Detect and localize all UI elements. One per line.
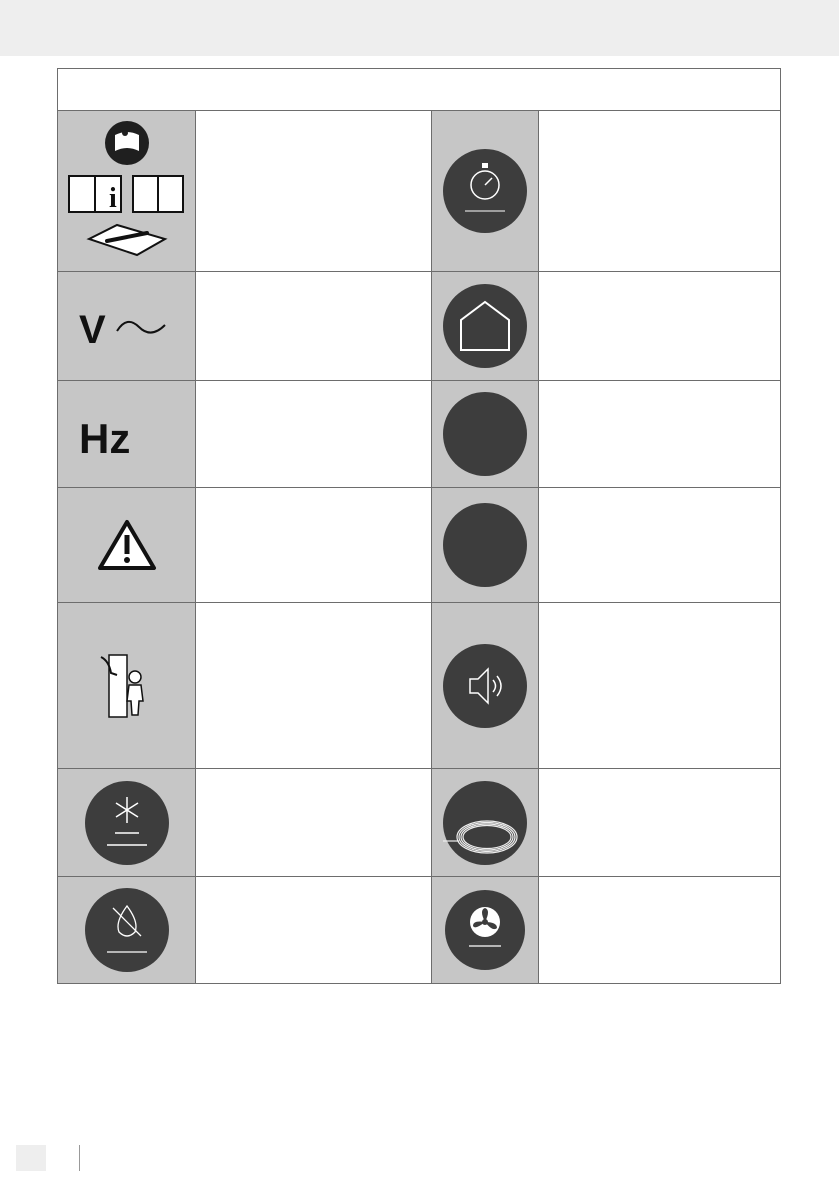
indoor-use-cell bbox=[432, 272, 539, 381]
symbol-table bbox=[57, 68, 781, 984]
volt-symbol: V bbox=[78, 308, 106, 351]
cable-cell bbox=[432, 769, 539, 877]
no-drip-icon bbox=[85, 888, 169, 972]
hertz-symbol: Hz bbox=[78, 415, 130, 459]
no-drip-description bbox=[196, 877, 432, 983]
page-header-band bbox=[0, 0, 839, 56]
blank-disc-cell-2 bbox=[432, 488, 539, 603]
blank-disc-icon bbox=[443, 392, 527, 476]
timer-description bbox=[539, 111, 780, 272]
cable-description bbox=[539, 769, 780, 877]
manual-icons-cell bbox=[58, 111, 196, 272]
hertz-icon bbox=[77, 409, 177, 459]
sound-icon bbox=[443, 644, 527, 728]
sound-cell bbox=[432, 603, 539, 769]
footer-divider bbox=[79, 1145, 80, 1171]
voltage-description bbox=[196, 272, 432, 381]
indoor-use-icon bbox=[443, 284, 527, 368]
warning-icon bbox=[97, 519, 157, 571]
timer-icon bbox=[443, 149, 527, 233]
table-header-row bbox=[58, 69, 780, 111]
child-safety-cell bbox=[58, 603, 196, 769]
child-safety-description bbox=[196, 603, 432, 769]
fan-description bbox=[539, 877, 780, 983]
hertz-cell bbox=[58, 381, 196, 488]
cable-icon bbox=[443, 781, 527, 865]
read-manual-icon bbox=[67, 121, 187, 261]
blank-disc-description-1 bbox=[539, 381, 780, 488]
child-safety-icon bbox=[97, 651, 157, 721]
blank-disc-cell-1 bbox=[432, 381, 539, 488]
frost-icon bbox=[85, 781, 169, 865]
fan-icon bbox=[445, 890, 525, 970]
warning-description bbox=[196, 488, 432, 603]
blank-disc-description-2 bbox=[539, 488, 780, 603]
timer-cell bbox=[432, 111, 539, 272]
no-drip-cell bbox=[58, 877, 196, 983]
fan-cell bbox=[432, 877, 539, 983]
sound-description bbox=[539, 603, 780, 769]
info-letter: i bbox=[108, 183, 117, 214]
indoor-use-description bbox=[539, 272, 780, 381]
frost-description bbox=[196, 769, 432, 877]
frost-cell bbox=[58, 769, 196, 877]
warning-cell bbox=[58, 488, 196, 603]
voltage-ac-icon bbox=[77, 301, 177, 351]
hertz-description bbox=[196, 381, 432, 488]
voltage-cell bbox=[58, 272, 196, 381]
page-number-box bbox=[16, 1145, 46, 1171]
blank-disc-icon bbox=[443, 503, 527, 587]
manual-description bbox=[196, 111, 432, 272]
